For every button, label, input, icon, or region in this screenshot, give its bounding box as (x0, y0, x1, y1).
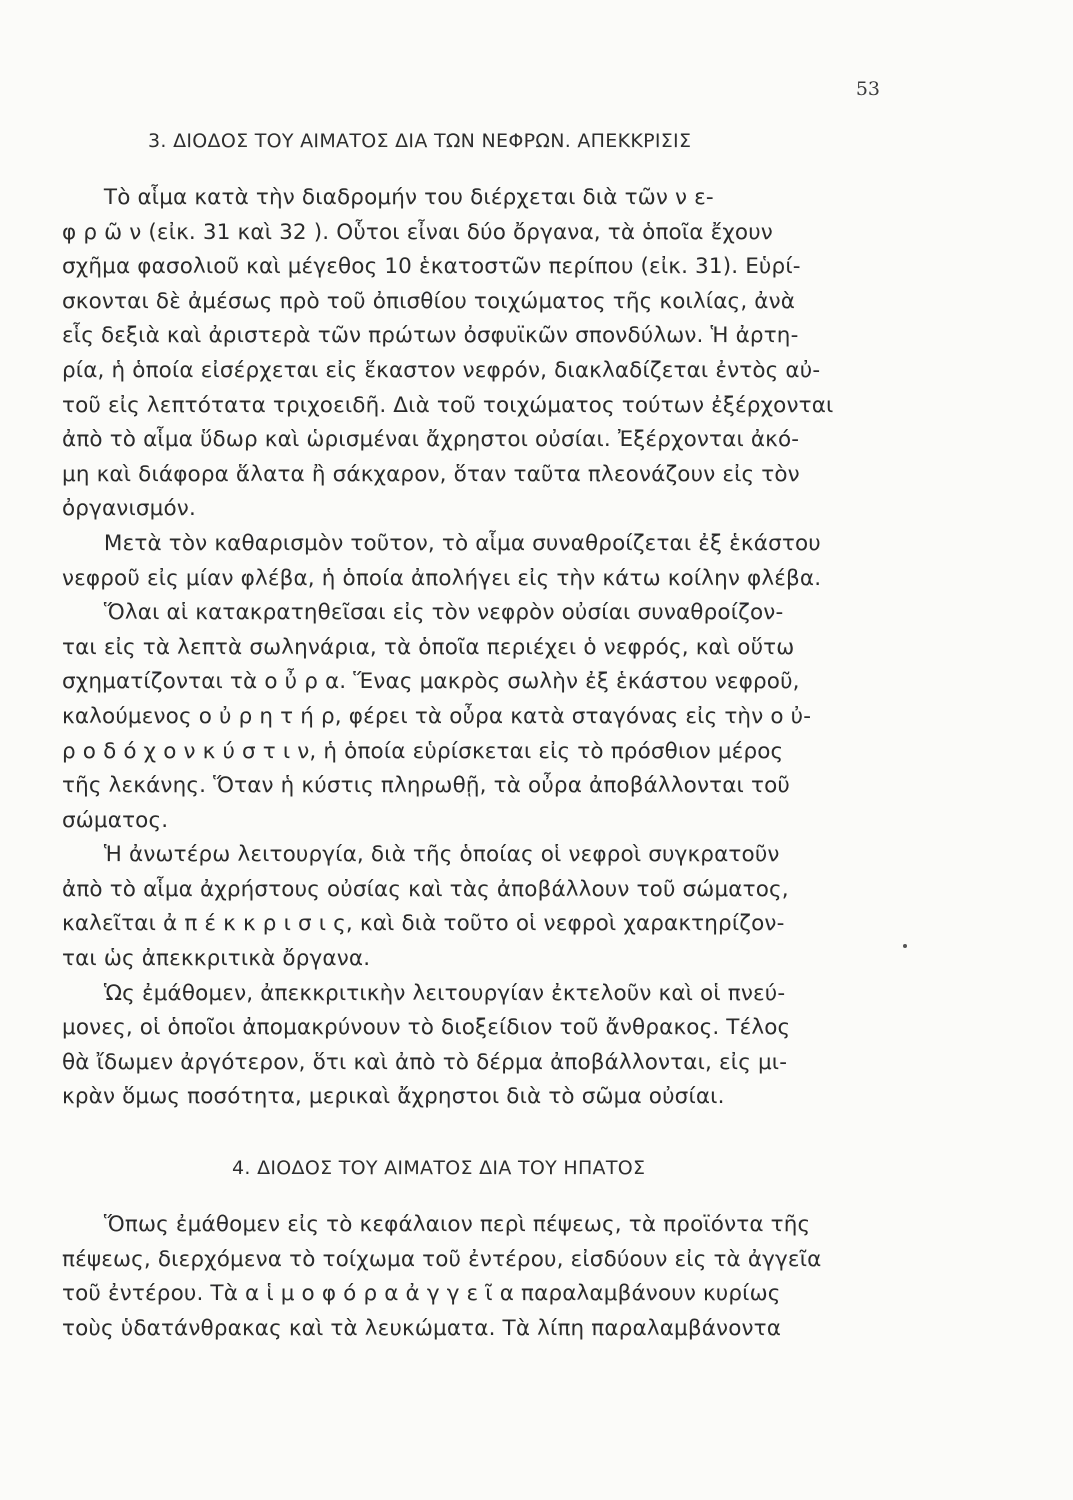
text-line: ται ὡς ἀπεκκριτικὰ ὄργανα. (62, 946, 371, 972)
text-line: τῆς λεκάνης. Ὅταν ἡ κύστις πληρωθῇ, τὰ οὖρα ἀποβάλλονται τοῦ (62, 773, 790, 799)
text-line: σχῆμα φασολιοῦ καὶ μέγεθος 10 ἑκατοστῶν περίπου (εἰκ. 31). Εὑρί- (62, 254, 801, 280)
text-line: Ὡς ἐμάθομεν, ἀπεκκριτικὴν λειτουργίαν ἐκτελοῦν καὶ οἱ πνεύ- (62, 980, 786, 1006)
text-line: καλεῖται ἀ π έ κ κ ρ ι σ ι ς, καὶ διὰ τοῦτο οἱ νεφροὶ χαρακτηρίζον- (62, 911, 785, 937)
text-line: εἷς δεξιὰ καὶ ἀριστερὰ τῶν πρώτων ὀσφυϊκῶν σπονδύλων. Ἡ ἀρτη- (62, 323, 799, 349)
text-line: σώματος. (62, 807, 169, 833)
section-body-liver (62, 1208, 899, 1346)
section-heading-liver: 4. ΔΙΟΔΟΣ ΤΟΥ ΑΙΜΑΤΟΣ ΔΙΑ ΤΟΥ ΗΠΑΤΟΣ (232, 1157, 646, 1179)
text-line: κρὰν ὅμως ποσότητα, μερικαὶ ἄχρηστοι διὰ τὸ σῶμα οὐσίαι. (62, 1084, 725, 1110)
text-line: ἀπὸ τὸ αἷμα ὕδωρ καὶ ὡρισμέναι ἄχρηστοι οὐσίαι. Ἐξέρχονται ἀκό- (62, 427, 800, 453)
text-line: πέψεως, διερχόμενα τὸ τοίχωμα τοῦ ἐντέρου, εἰσδύουν εἰς τὰ ἀγγεῖα (62, 1246, 822, 1272)
text-line: ὀργανισμόν. (62, 496, 196, 522)
text-line: τοὺς ὑδατάνθρακας καὶ τὰ λευκώματα. Τὰ λίπη παραλαμβάνοντα (62, 1315, 782, 1341)
text-line: μη καὶ διάφορα ἅλατα ἢ σάκχαρον, ὅταν ταῦτα πλεονάζουν εἰς τὸν (62, 461, 800, 487)
text-line: ἀπὸ τὸ αἷμα ἀχρήστους οὐσίας καὶ τὰς ἀποβάλλουν τοῦ σώματος, (62, 876, 789, 902)
stray-mark (903, 944, 907, 948)
text-line: Μετὰ τὸν καθαρισμὸν τοῦτον, τὸ αἷμα συναθροίζεται ἐξ ἑκάστου (62, 530, 821, 556)
text-line: Ὅπως ἐμάθομεν εἰς τὸ κεφάλαιον περὶ πέψεως, τὰ προϊόντα τῆς (62, 1212, 811, 1237)
text-line: θὰ ἴδωμεν ἀργότερον, ὅτι καὶ ἀπὸ τὸ δέρμα ἀποβάλλονται, εἰς μι- (62, 1049, 788, 1075)
text-line: φ ρ ῶ ν (εἰκ. 31 καὶ 32 ). Οὗτοι εἶναι δύο ὄργανα, τὰ ὁποῖα ἔχουν (62, 219, 773, 245)
text-line: μονες, οἱ ὁποῖοι ἀπομακρύνουν τὸ διοξείδιον τοῦ ἄνθρακος. Τέλος (62, 1015, 791, 1041)
section-body-kidneys (62, 181, 899, 1115)
section-heading-kidneys: 3. ΔΙΟΔΟΣ ΤΟΥ ΑΙΜΑΤΟΣ ΔΙΑ ΤΩΝ ΝΕΦΡΩΝ. ΑΠΕΚΚΡΙΣΙΣ (148, 130, 692, 152)
text-line: ρ ο δ ό χ ο ν κ ύ σ τ ι ν, ἡ ὁποία εὑρίσκεται εἰς τὸ πρόσθιον μέρος (62, 738, 784, 764)
text-line: νεφροῦ εἰς μίαν φλέβα, ἡ ὁποία ἀπολήγει εἰς τὴν κάτω κοίλην φλέβα. (62, 565, 822, 591)
text-line: ται εἰς τὰ λεπτὰ σωληνάρια, τὰ ὁποῖα περιέχει ὁ νεφρός, καὶ οὕτω (62, 634, 795, 660)
text-line: Ὅλαι αἱ κατακρατηθεῖσαι εἰς τὸν νεφρὸν οὐσίαι συναθροίζον- (62, 600, 784, 626)
text-line: σχηματίζονται τὰ ο ὖ ρ α. Ἕνας μακρὸς σωλὴν ἐξ ἑκάστου νεφροῦ, (62, 669, 800, 695)
text-line: τοῦ εἰς λεπτότατα τριχοειδῆ. Διὰ τοῦ τοιχώματος τούτων ἐξέρχονται (62, 392, 834, 418)
page-number: 53 (855, 78, 880, 100)
text-line: Τὸ αἷμα κατὰ τὴν διαδρομήν του διέρχεται διὰ τῶν ν ε- (62, 185, 714, 210)
text-line: Ἡ ἀνωτέρω λειτουργία, διὰ τῆς ὁποίας οἱ νεφροὶ συγκρατοῦν (62, 842, 780, 868)
text-line: καλούμενος ο ὐ ρ η τ ή ρ, φέρει τὰ οὖρα κατὰ σταγόνας εἰς τὴν ο ὐ- (62, 703, 812, 729)
text-line: σκονται δὲ ἀμέσως πρὸ τοῦ ὀπισθίου τοιχώματος τῆς κοιλίας, ἀνὰ (62, 288, 796, 314)
text-line: τοῦ ἐντέρου. Τὰ α ἱ μ ο φ ό ρ α ἀ γ γ ε ῖ α παραλαμβάνουν κυρίως (62, 1281, 781, 1307)
text-line: ρία, ἡ ὁποία εἰσέρχεται εἰς ἕκαστον νεφρόν, διακλαδίζεται ἐντὸς αὐ- (62, 357, 821, 383)
